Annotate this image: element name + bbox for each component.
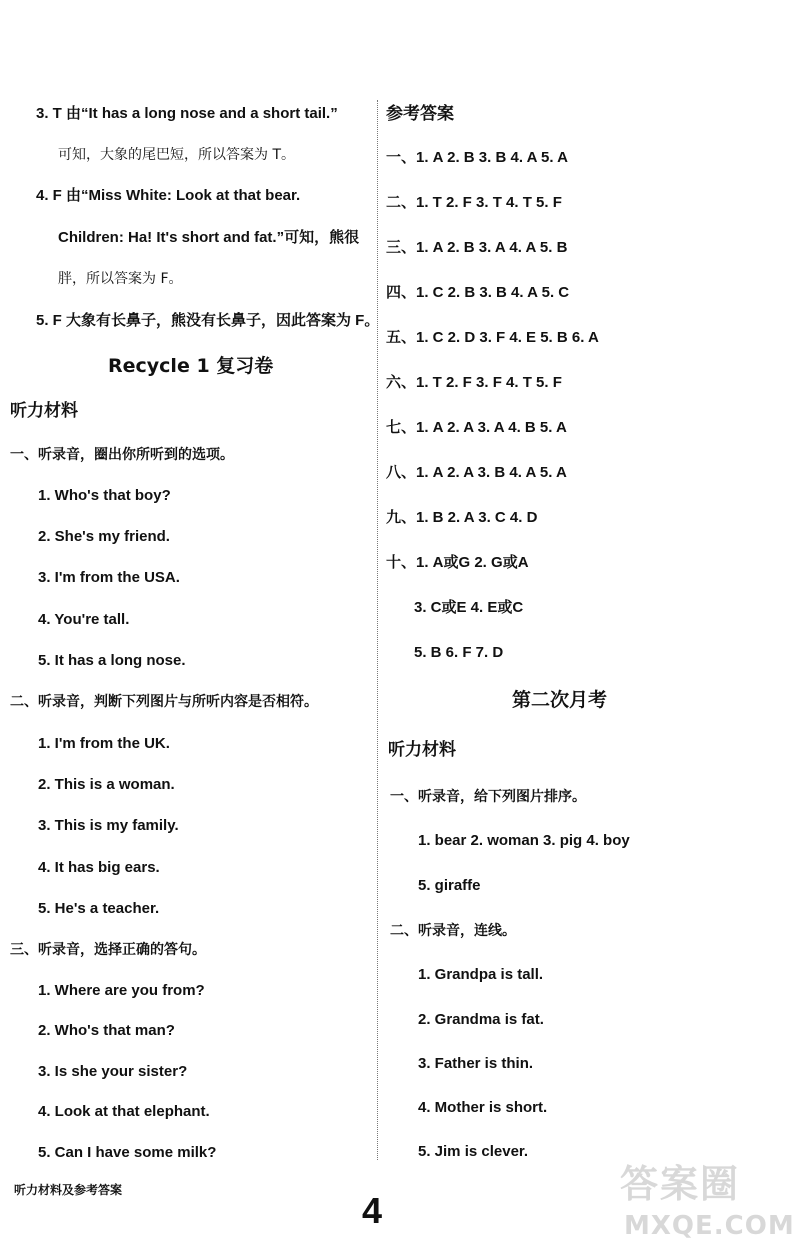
question-heading: 一、听录音，圈出你所听到的选项。: [10, 447, 234, 463]
listening-item: 4. Look at that elephant.: [38, 1103, 210, 1120]
answer-row: 3. C或E 4. E或C: [414, 599, 524, 616]
answer-label: 参考答案: [386, 104, 454, 124]
column-divider: [377, 100, 378, 1160]
watermark-logo: [620, 1162, 795, 1247]
listening-item: 4. You're tall.: [38, 611, 130, 628]
answer-row: 七、1. A 2. A 3. A 4. B 5. A: [386, 419, 567, 436]
listening-item: 3. I'm from the USA.: [38, 569, 180, 586]
answer-row: 四、1. C 2. B 3. B 4. A 5. C: [386, 284, 570, 301]
question-heading: 二、听录音，判断下列图片与所听内容是否相符。: [10, 694, 318, 710]
listening-label: 听力材料: [388, 740, 456, 760]
answer-explanation-line: 胖，所以答案为 F。: [58, 271, 183, 287]
listening-item: 5. giraffe: [418, 877, 481, 894]
answer-explanation-line: 可知，大象的尾巴短，所以答案为 T。: [58, 147, 296, 163]
watermark-text: 答案圈: [620, 1162, 741, 1206]
listening-item: 4. It has big ears.: [38, 859, 160, 876]
listening-item: 5. He's a teacher.: [38, 900, 160, 917]
listening-item: 5. Can I have some milk?: [38, 1144, 217, 1161]
answer-row: 一、1. A 2. B 3. B 4. A 5. A: [386, 149, 568, 166]
listening-label: 听力材料: [10, 401, 78, 421]
section-title: 第二次月考: [512, 689, 608, 711]
answer-row: 二、1. T 2. F 3. T 4. T 5. F: [386, 194, 562, 211]
answer-row: 三、1. A 2. B 3. A 4. A 5. B: [386, 239, 568, 256]
listening-item: 2. Who's that man?: [38, 1022, 175, 1039]
listening-item: 1. Where are you from?: [38, 982, 205, 999]
listening-item: 3. Father is thin.: [418, 1055, 534, 1072]
listening-item: 1. bear 2. woman 3. pig 4. boy: [418, 832, 630, 849]
question-heading: 二、听录音，连线。: [390, 923, 516, 939]
answer-explanation-line: 4. F 由“Miss White: Look at that bear.: [36, 187, 301, 204]
page-number: 4: [362, 1190, 383, 1231]
listening-item: 2. This is a woman.: [38, 776, 175, 793]
answer-explanation-line: 3. T 由“It has a long nose and a short tail.”: [36, 105, 338, 122]
listening-item: 4. Mother is short.: [418, 1099, 548, 1116]
answer-explanation-line: 5. F 大象有长鼻子，熊没有长鼻子，因此答案为 F。: [36, 312, 380, 329]
answer-row: 十、1. A或G 2. G或A: [386, 554, 529, 571]
listening-item: 1. Grandpa is tall.: [418, 966, 544, 983]
listening-item: 1. Who's that boy?: [38, 487, 171, 504]
footer-label: 听力材料及参考答案: [14, 1183, 123, 1197]
listening-item: 5. It has a long nose.: [38, 652, 186, 669]
listening-item: 3. Is she your sister?: [38, 1063, 188, 1080]
question-heading: 三、听录音，选择正确的答句。: [10, 942, 206, 958]
answer-row: 五、1. C 2. D 3. F 4. E 5. B 6. A: [386, 329, 599, 346]
answer-row: 六、1. T 2. F 3. F 4. T 5. F: [386, 374, 562, 391]
section-title: Recycle 1 复习卷: [108, 355, 274, 377]
answer-row: 八、1. A 2. A 3. B 4. A 5. A: [386, 464, 567, 481]
answer-row: 5. B 6. F 7. D: [414, 644, 504, 661]
listening-item: 1. I'm from the UK.: [38, 735, 170, 752]
question-heading: 一、听录音，给下列图片排序。: [390, 789, 586, 805]
listening-item: 5. Jim is clever.: [418, 1143, 529, 1160]
listening-item: 3. This is my family.: [38, 817, 179, 834]
watermark-url: MXQE.COM: [624, 1211, 795, 1241]
answer-row: 九、1. B 2. A 3. C 4. D: [386, 509, 538, 526]
listening-item: 2. She's my friend.: [38, 528, 170, 545]
answer-explanation-line: Children: Ha! It's short and fat.”可知，熊很: [58, 229, 360, 246]
listening-item: 2. Grandma is fat.: [418, 1011, 544, 1028]
